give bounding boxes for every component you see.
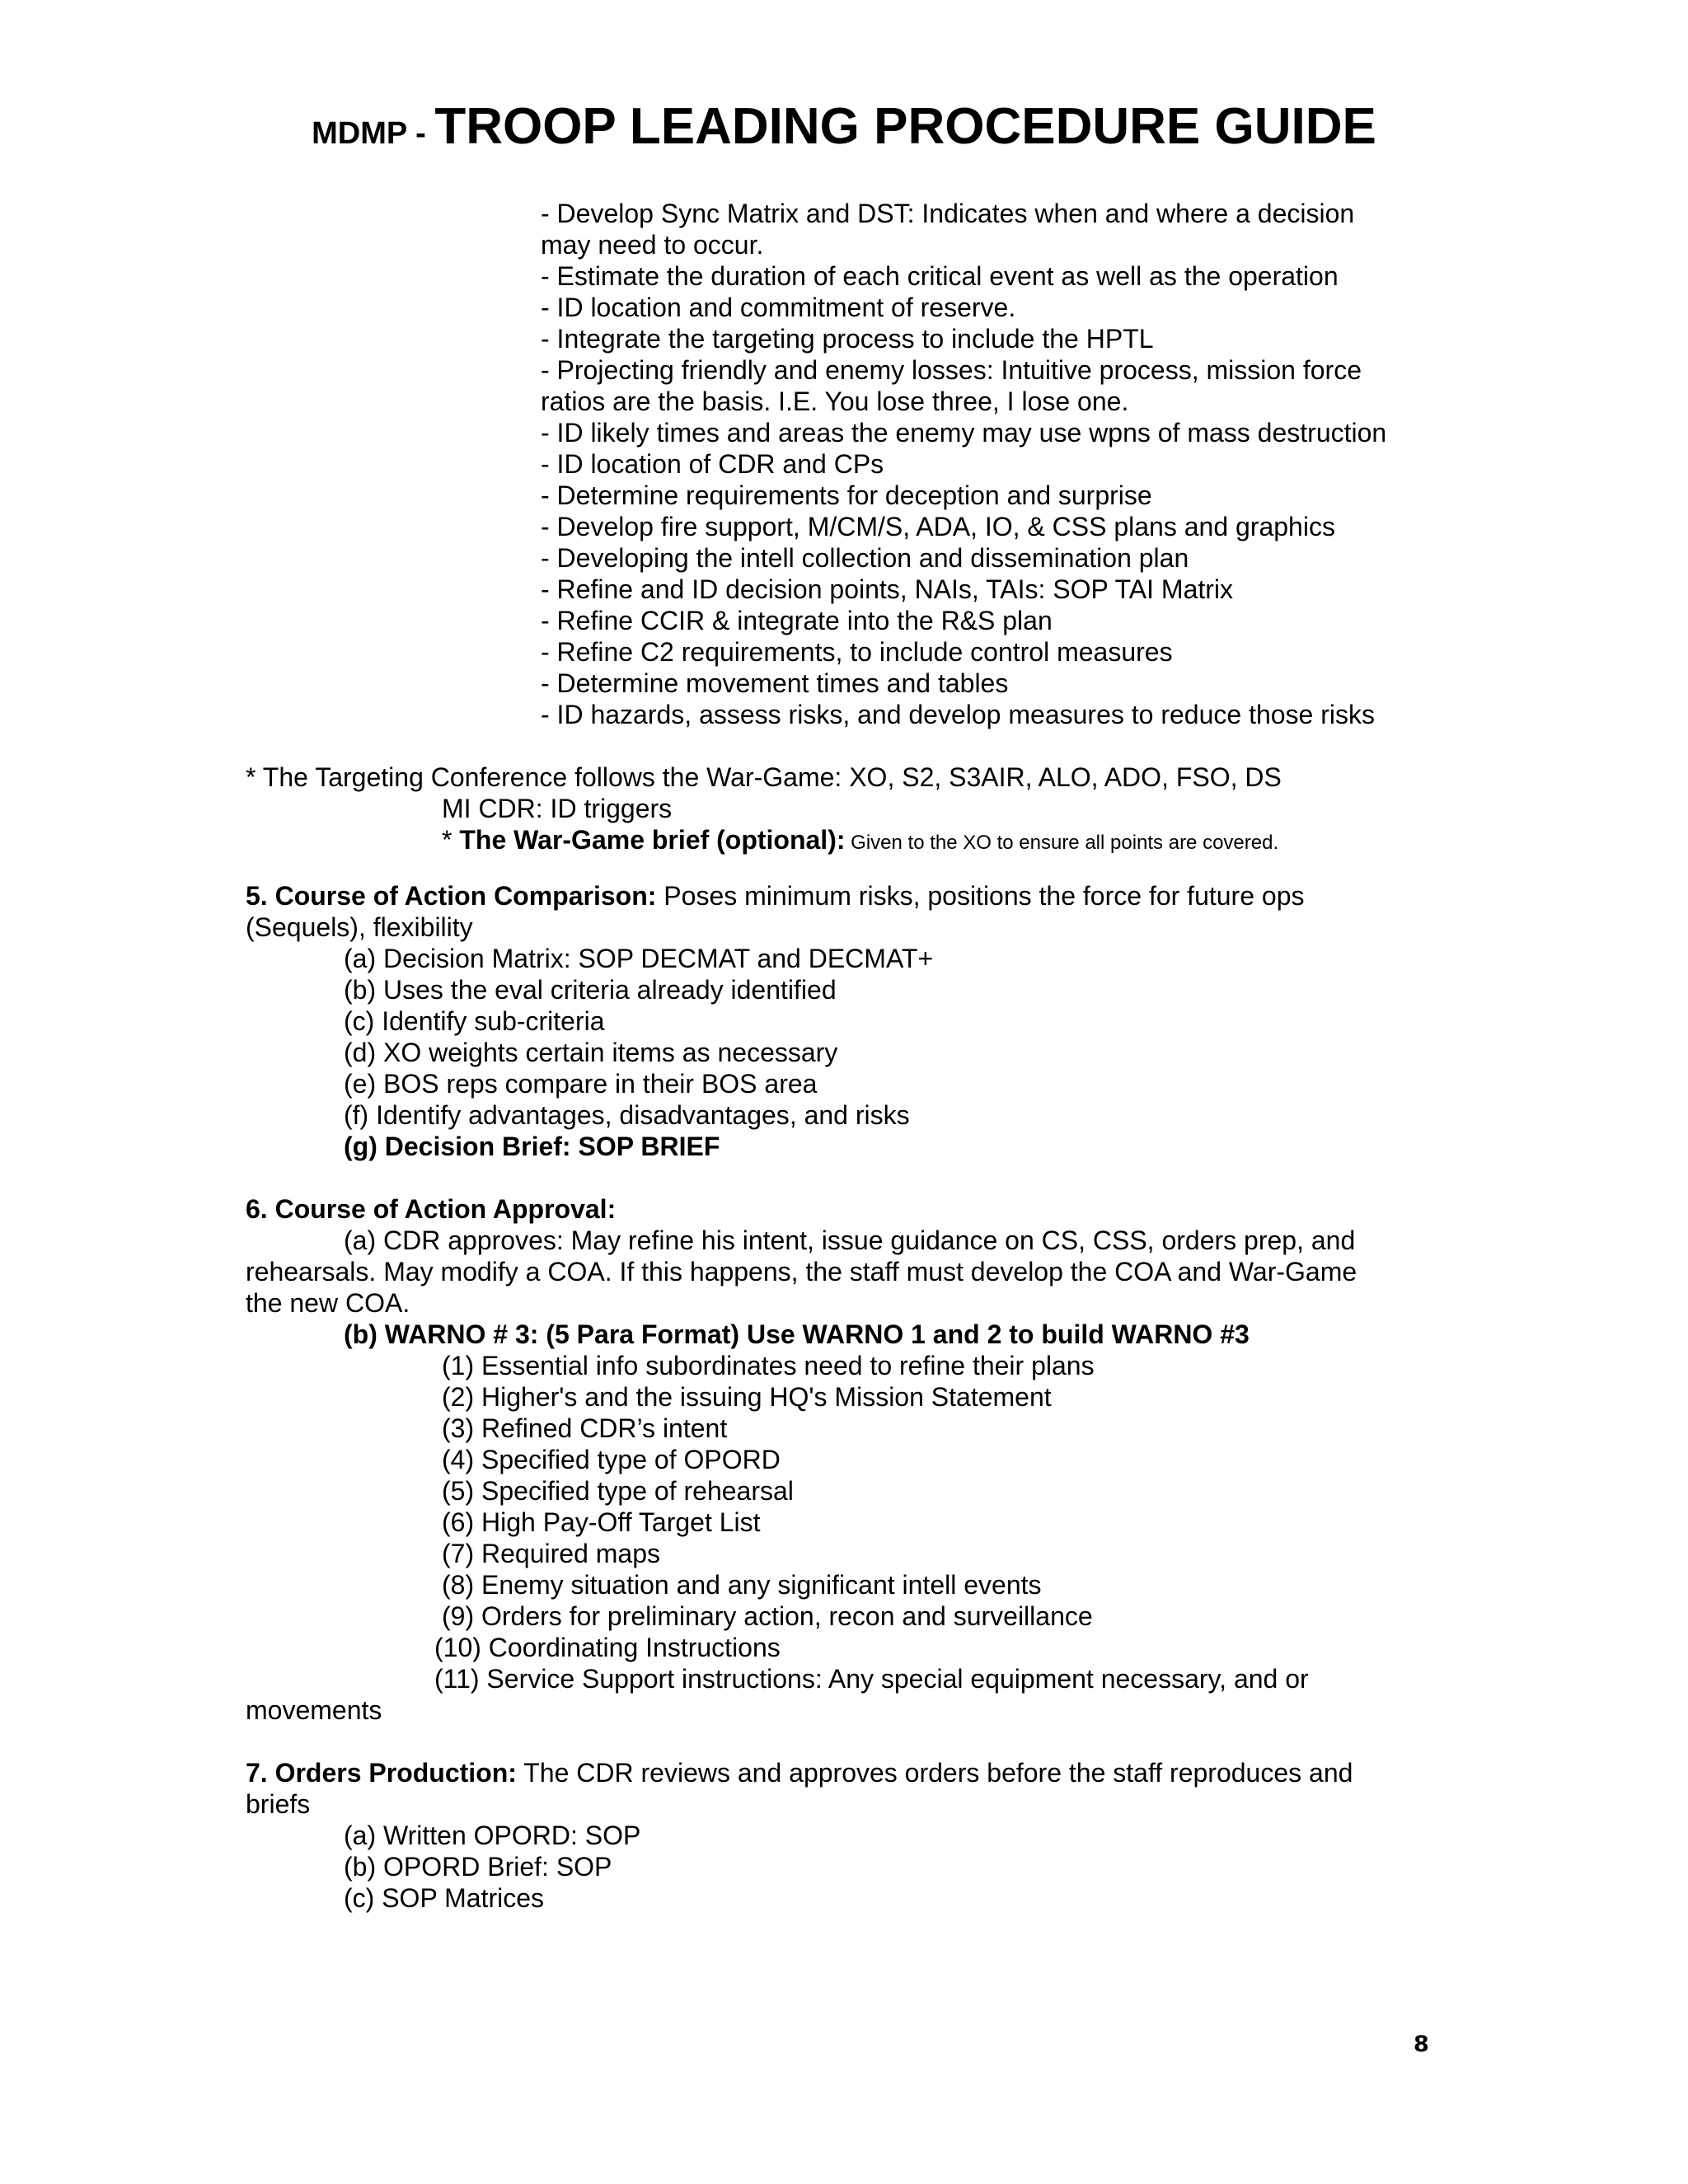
warno-item: (1) Essential info subordinates need to refine their plans: [442, 1351, 1095, 1380]
title-main: TROOP LEADING PROCEDURE GUIDE: [434, 98, 1376, 155]
wargame-step: may need to occur.: [541, 230, 764, 260]
wargame-brief-line: [442, 824, 1278, 859]
wargame-brief-star: *: [442, 825, 460, 855]
title-prefix: MDMP -: [312, 116, 435, 151]
wargame-step: - ID location of CDR and CPs: [541, 449, 884, 479]
warno-item: (2) Higher's and the issuing HQ's Mission Statement: [442, 1382, 1052, 1412]
section-5-text: Poses minimum risks, positions the force for future ops: [656, 881, 1305, 911]
warno-item: (11) Service Support instructions: Any special equipment necessary, and or: [434, 1664, 1309, 1694]
section-5-item: (b) Uses the eval criteria already identified: [344, 975, 837, 1005]
section-6-para: rehearsals. May modify a COA. If this happens, the staff must develop the COA and War-Game: [246, 1257, 1357, 1286]
page-number: 8: [1414, 2032, 1429, 2057]
warno-item: (3) Refined CDR’s intent: [442, 1413, 728, 1443]
wargame-step: - ID location and commitment of reserve.: [541, 293, 1016, 322]
warno-item: (9) Orders for preliminary action, recon and surveillance: [442, 1601, 1093, 1631]
section-5-item: (a) Decision Matrix: SOP DECMAT and DECMAT+: [344, 944, 934, 973]
wargame-brief-label: The War-Game brief (optional):: [459, 825, 846, 855]
wargame-step: - Estimate the duration of each critical event as well as the operation: [541, 261, 1339, 291]
wargame-step: - Refine C2 requirements, to include control measures: [541, 637, 1173, 667]
section-7-cont: briefs: [246, 1789, 311, 1819]
page-title: [0, 97, 1688, 164]
warno-item: (10) Coordinating Instructions: [434, 1633, 781, 1662]
wargame-step: - Integrate the targeting process to include the HPTL: [541, 324, 1154, 354]
section-5-heading: 5. Course of Action Comparison:: [246, 881, 657, 911]
targeting-conference-cont: MI CDR: ID triggers: [442, 794, 673, 823]
section-6-para: the new COA.: [246, 1288, 410, 1318]
wargame-step: - Projecting friendly and enemy losses: Intuitive process, mission force: [541, 355, 1362, 385]
section-7-item: (b) OPORD Brief: SOP: [344, 1852, 612, 1882]
wargame-step: - ID hazards, assess risks, and develop measures to reduce those risks: [541, 700, 1375, 729]
wargame-step: - ID likely times and areas the enemy may use wpns of mass destruction: [541, 418, 1387, 448]
section-7-item: (c) SOP Matrices: [344, 1883, 544, 1913]
section-6-para: (a) CDR approves: May refine his intent, issue guidance on CS, CSS, orders prep, and: [344, 1226, 1356, 1255]
section-5-item: (d) XO weights certain items as necessary: [344, 1038, 838, 1067]
wargame-step: - Refine CCIR & integrate into the R&S plan: [541, 606, 1053, 635]
section-7-heading: 7. Orders Production:: [246, 1758, 517, 1788]
section-5-item: (f) Identify advantages, disadvantages, and risks: [344, 1100, 910, 1130]
warno-3-heading: (b) WARNO # 3: (5 Para Format) Use WARNO 1 and 2 to build WARNO #3: [344, 1319, 1250, 1349]
section-5-item: (e) BOS reps compare in their BOS area: [344, 1069, 818, 1099]
section-6-heading: 6. Course of Action Approval:: [246, 1194, 617, 1224]
wargame-step: - Refine and ID decision points, NAIs, TAIs: SOP TAI Matrix: [541, 574, 1234, 604]
section-5-item: (c) Identify sub-criteria: [344, 1006, 605, 1036]
section-7-heading-line: [246, 1757, 1353, 1788]
wargame-step: - Develop Sync Matrix and DST: Indicates when and where a decision: [541, 199, 1355, 228]
section-5-item-g: (g) Decision Brief: SOP BRIEF: [344, 1132, 720, 1161]
warno-item: (7) Required maps: [442, 1539, 660, 1568]
warno-item-cont: movements: [246, 1695, 382, 1725]
wargame-step: - Determine movement times and tables: [541, 668, 1009, 698]
wargame-step: - Developing the intell collection and dissemination plan: [541, 543, 1189, 573]
section-7-item: (a) Written OPORD: SOP: [344, 1821, 641, 1850]
wargame-step: - Develop fire support, M/CM/S, ADA, IO, & CSS plans and graphics: [541, 512, 1335, 541]
warno-item: (8) Enemy situation and any significant intell events: [442, 1570, 1042, 1600]
warno-item: (4) Specified type of OPORD: [442, 1445, 781, 1474]
warno-item: (6) High Pay-Off Target List: [442, 1507, 761, 1537]
warno-item: (5) Specified type of rehearsal: [442, 1476, 794, 1506]
section-7-text: The CDR reviews and approves orders before the staff reproduces and: [516, 1758, 1353, 1788]
targeting-conference-line: * The Targeting Conference follows the War-Game: XO, S2, S3AIR, ALO, ADO, FSO, DS: [246, 762, 1282, 792]
wargame-brief-note: Given to the XO to ensure all points are covered.: [845, 832, 1279, 854]
section-5-heading-line: [246, 880, 1304, 912]
section-5-cont: (Sequels), flexibility: [246, 912, 473, 942]
wargame-step: - Determine requirements for deception and surprise: [541, 480, 1152, 510]
wargame-step: ratios are the basis. I.E. You lose three, I lose one.: [541, 387, 1129, 416]
